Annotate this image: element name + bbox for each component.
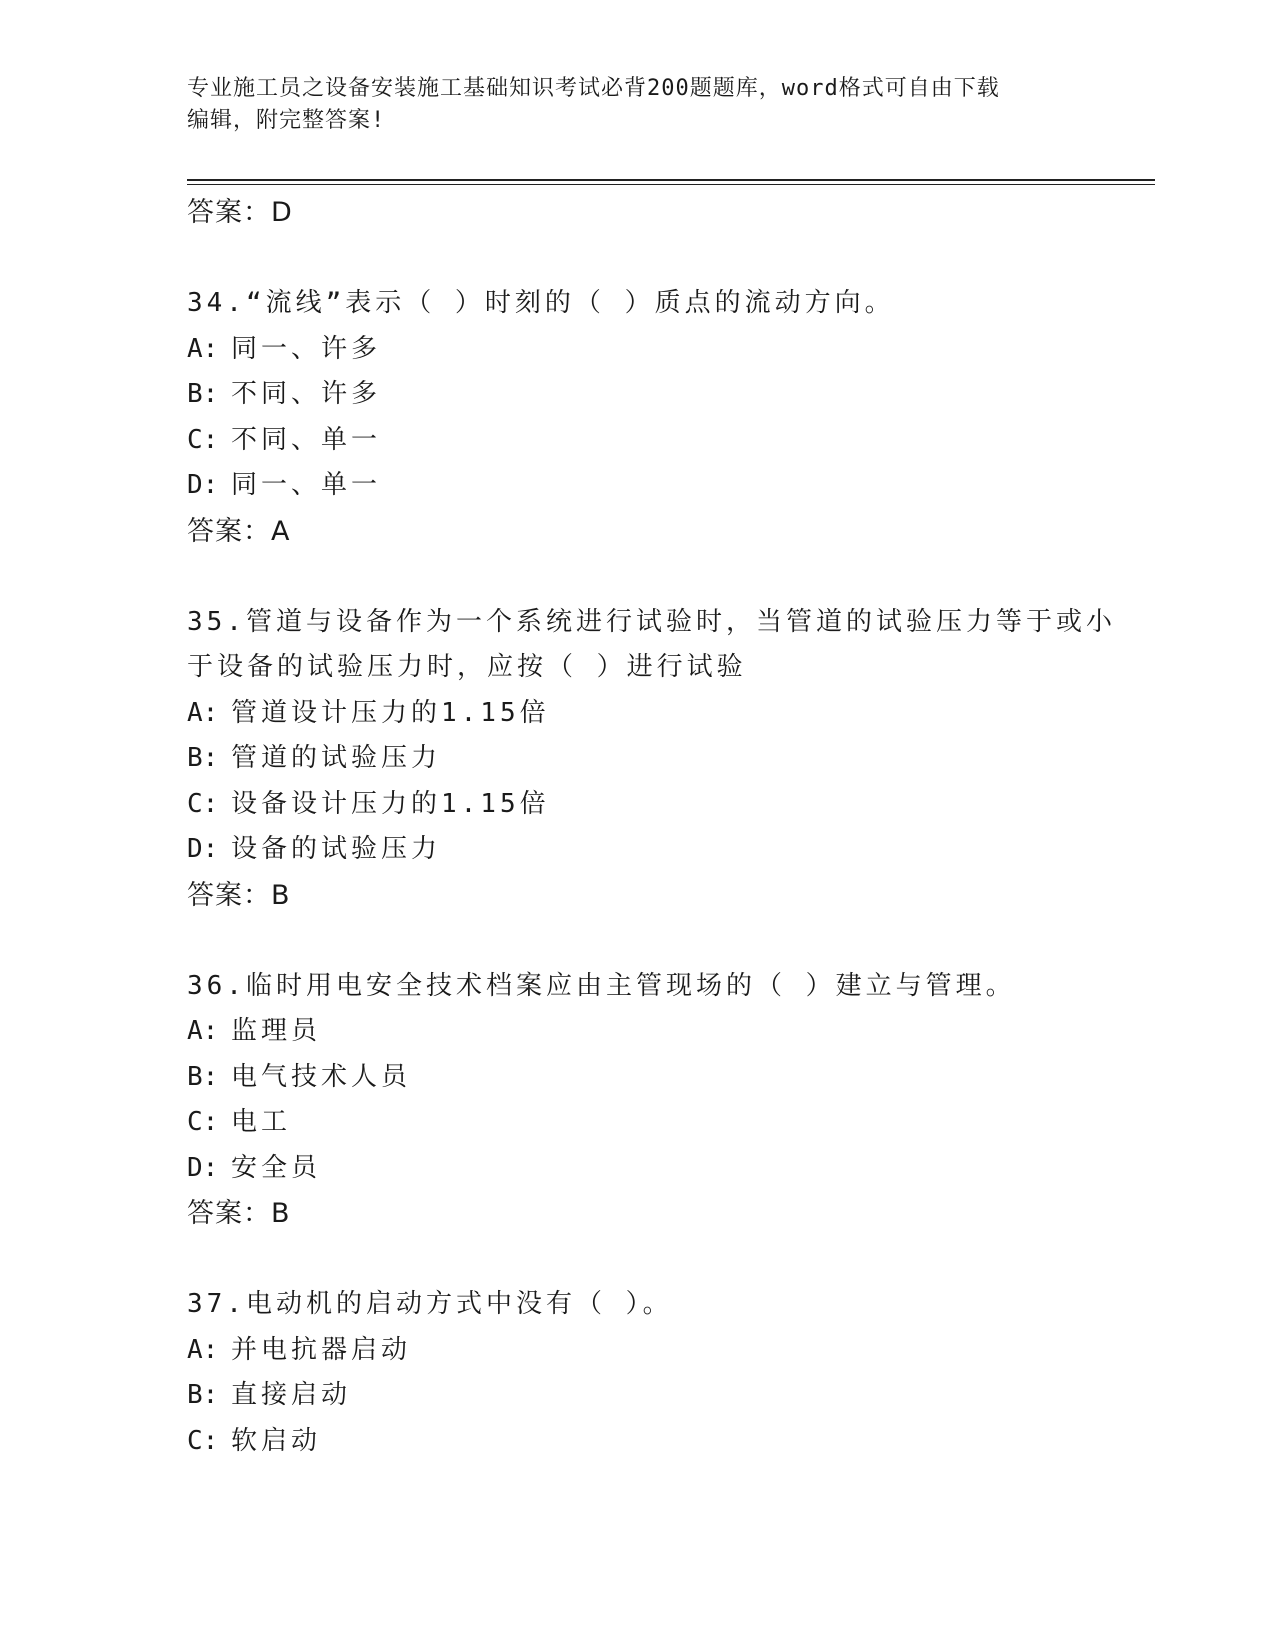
answer-line — [187, 190, 1087, 236]
option-label: A: — [187, 1334, 219, 1365]
answer-line — [187, 509, 1087, 555]
option-text: 设备设计压力的1.15倍 — [231, 788, 550, 819]
option-d — [187, 463, 1087, 509]
option-b — [187, 1055, 1087, 1101]
option-c — [187, 1419, 1087, 1465]
question-text-continued: 于设备的试验压力时，应按（ ）进行试验 — [187, 652, 747, 682]
answer-value: B — [271, 879, 291, 911]
option-label: B: — [187, 1380, 219, 1410]
header-line-1: 专业施工员之设备安装施工基础知识考试必背200题题库，word格式可自由下载 — [187, 76, 1000, 101]
header-divider — [187, 179, 1155, 181]
option-text: 管道设计压力的1.15倍 — [231, 697, 550, 728]
question-gap — [187, 1237, 1087, 1282]
option-label: C: — [187, 1425, 219, 1456]
option-label: B: — [187, 1061, 219, 1092]
option-text: 同一、单一 — [231, 470, 382, 500]
question-gap — [187, 236, 1087, 281]
answer-prefix: 答案： — [187, 197, 271, 228]
option-b — [187, 736, 1087, 782]
option-label: A: — [187, 697, 219, 728]
option-b — [187, 372, 1087, 418]
option-a — [187, 327, 1087, 373]
option-text: 直接启动 — [231, 1380, 352, 1410]
option-label: B: — [187, 743, 219, 773]
question-list — [187, 190, 1116, 1464]
option-label: D: — [187, 834, 219, 864]
option-text: 管道的试验压力 — [231, 743, 442, 773]
answer-value: B — [271, 1198, 291, 1229]
option-label: D: — [187, 1152, 219, 1183]
option-text: 设备的试验压力 — [231, 834, 442, 864]
question-block — [187, 964, 1087, 1238]
answer-prefix: 答案： — [187, 1198, 271, 1229]
option-label: C: — [187, 788, 219, 819]
option-b — [187, 1373, 1087, 1419]
option-a — [187, 1009, 1087, 1055]
option-label: A: — [187, 1016, 219, 1046]
header-line-2: 编辑，附完整答案! — [187, 108, 386, 133]
question-text: 35.管道与设备作为一个系统进行试验时，当管道的试验压力等于或小 — [187, 606, 1116, 637]
option-text: 不同、单一 — [231, 424, 382, 455]
question-block — [187, 600, 1116, 919]
option-text: 同一、许多 — [231, 333, 382, 364]
option-a — [187, 1328, 1087, 1374]
option-c — [187, 1100, 1087, 1146]
option-text: 电气技术人员 — [231, 1061, 412, 1092]
answer-line — [187, 1191, 1087, 1237]
question-text: 37.电动机的启动方式中没有（ ）。 — [187, 1289, 673, 1319]
answer-value: A — [271, 515, 291, 547]
option-text: 不同、许多 — [231, 379, 382, 409]
question-text: 36.临时用电安全技术档案应由主管现场的（ ）建立与管理。 — [187, 970, 1016, 1001]
option-label: D: — [187, 470, 219, 500]
question-gap — [187, 555, 1087, 600]
question-block — [187, 281, 1087, 555]
option-text: 电工 — [231, 1107, 292, 1137]
header-divider-thin — [187, 184, 1155, 185]
option-text: 监理员 — [231, 1016, 322, 1046]
option-d — [187, 1146, 1087, 1192]
option-d — [187, 827, 1087, 873]
question-gap — [187, 919, 1087, 964]
answer-prefix: 答案： — [187, 879, 271, 911]
option-c — [187, 418, 1087, 464]
answer-value: D — [271, 197, 293, 228]
option-c — [187, 782, 1087, 828]
option-text: 并电抗器启动 — [231, 1334, 412, 1365]
question-block — [187, 1282, 1087, 1464]
option-label: C: — [187, 424, 219, 455]
document-header — [187, 73, 1087, 137]
option-text: 软启动 — [231, 1425, 322, 1456]
question-text: 34.“流线”表示（ ）时刻的（ ）质点的流动方向。 — [187, 288, 895, 318]
answer-prefix: 答案： — [187, 515, 271, 547]
option-text: 安全员 — [231, 1152, 322, 1183]
option-label: C: — [187, 1107, 219, 1137]
option-label: B: — [187, 379, 219, 409]
option-a — [187, 691, 1087, 737]
option-label: A: — [187, 333, 219, 364]
answer-line — [187, 873, 1087, 919]
